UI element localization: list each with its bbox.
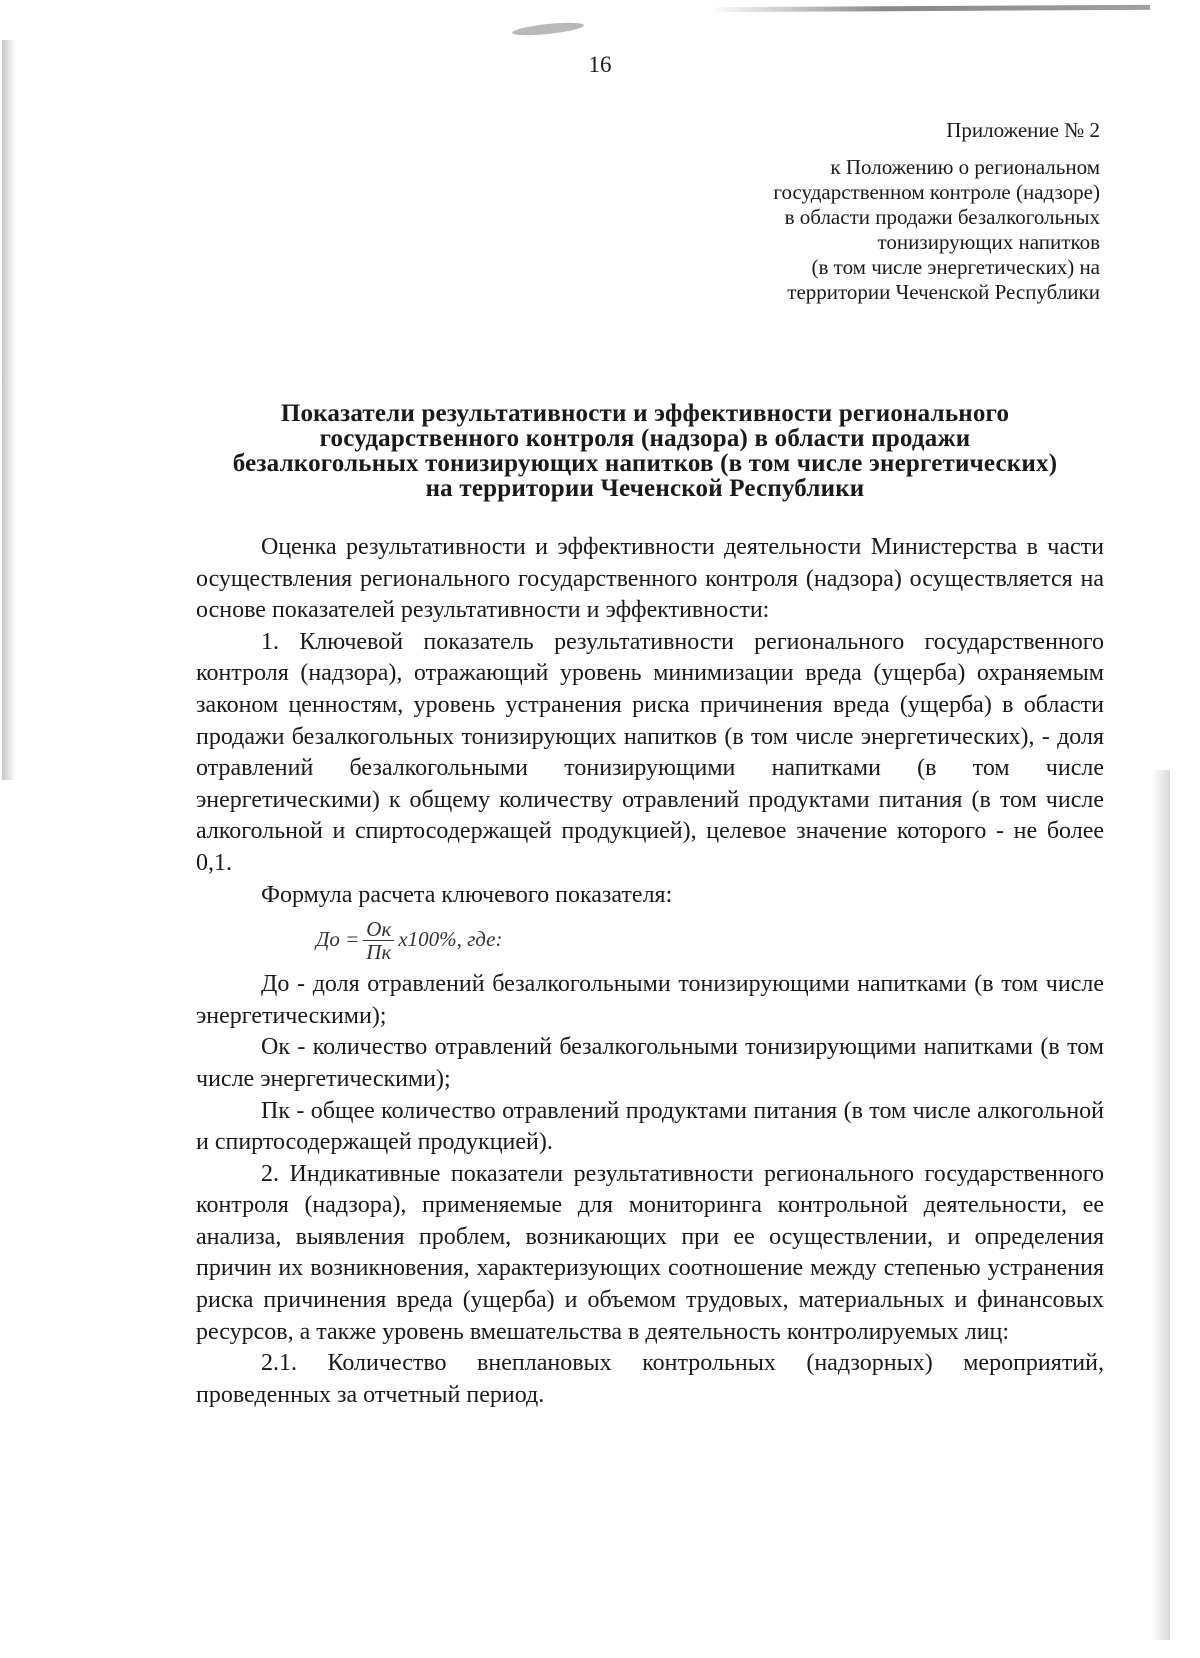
paragraph-item-2-1: 2.1. Количество внеплановых контрольных (надзорных) мероприятий, проведенных за отчетный период. — [196, 1350, 1104, 1408]
appendix-line: территории Чеченской Республики — [787, 280, 1100, 304]
formula-lhs: До = — [316, 927, 360, 952]
appendix-line: в области продажи безалкогольных — [784, 205, 1100, 229]
appendix-line: государственном контроле (надзоре) — [773, 180, 1100, 204]
title-line: на территории Чеченской Республики — [425, 475, 865, 502]
appendix-title: Приложение № 2 — [946, 118, 1100, 142]
scan-smudge — [512, 20, 585, 37]
title-line: безалкогольных тонизирующих напитков (в том числе энергетических) — [232, 450, 1058, 477]
scan-shadow-top — [710, 5, 1150, 12]
paragraph-intro: Оценка результативности и эффективности деятельности Министерства в части осуществления регионального государственного контроля (надзора) осуществляется на основе показателей результативности и эффективности: — [196, 534, 1104, 624]
document-title — [190, 401, 1100, 501]
definition-do: До - доля отравлений безалкогольными тонизирующими напитками (в том числе энергетическими); — [196, 971, 1104, 1029]
definition-pk: Пк - общее количество отравлений продуктами питания (в том числе алкогольной и спиртосодержащей продукцией). — [196, 1097, 1104, 1156]
title-line: государственного контроля (надзора) в области продажи — [319, 425, 971, 452]
appendix-line: к Положению о региональном — [830, 155, 1100, 179]
paragraph-formula-intro: Формула расчета ключевого показателя: — [261, 881, 673, 908]
definition-ok: Ок - количество отравлений безалкогольными тонизирующими напитками (в том числе энергетическими); — [196, 1034, 1104, 1092]
document-body — [196, 532, 1104, 1411]
appendix-line: (в том числе энергетических) на — [811, 255, 1100, 279]
formula-denominator: Пк — [366, 939, 392, 964]
appendix-header — [600, 118, 1100, 305]
paragraph-key-indicator: 1. Ключевой показатель результативности регионального государственного контроля (надзора), отражающий уровень минимизации вреда (ущерба) охраняемым законом ценностям, уровень устранения риска причинения вреда (ущерба) в области продажи безалкогольных тонизирующих напитков (в том числе энергетических), - доля отравлений безалкогольными тонизирующими напитками (в том числе энергетическими) к общему количеству отравлений продуктами питания (в том числе алкогольной и спиртосодержащей продукцией), целевое значение которого - не более 0,1. — [196, 628, 1104, 876]
appendix-line: тонизирующих напитков — [877, 230, 1100, 254]
title-line: Показатели результативности и эффективности регионального — [280, 400, 1010, 427]
formula-rhs: х100%, где: — [398, 927, 503, 952]
scan-shadow-left — [2, 40, 16, 780]
formula — [316, 911, 1104, 969]
page-number: 16 — [588, 52, 612, 77]
formula-fraction — [363, 918, 394, 963]
formula-numerator: Ок — [363, 918, 394, 941]
scan-shadow-right — [1152, 770, 1170, 1640]
paragraph-indicative: 2. Индикативные показатели результативности регионального государственного контроля (надзора), применяемые для мониторинга контрольной деятельности, ее анализа, выявления проблем, возникающих при ее осуществлении, и определения причин их возникновения, характеризующих соотношение между степенью устранения риска причинения вреда (ущерба) и объемом трудовых, материальных и финансовых ресурсов, а также уровень вмешательства в деятельность контролируемых лиц: — [196, 1160, 1104, 1345]
